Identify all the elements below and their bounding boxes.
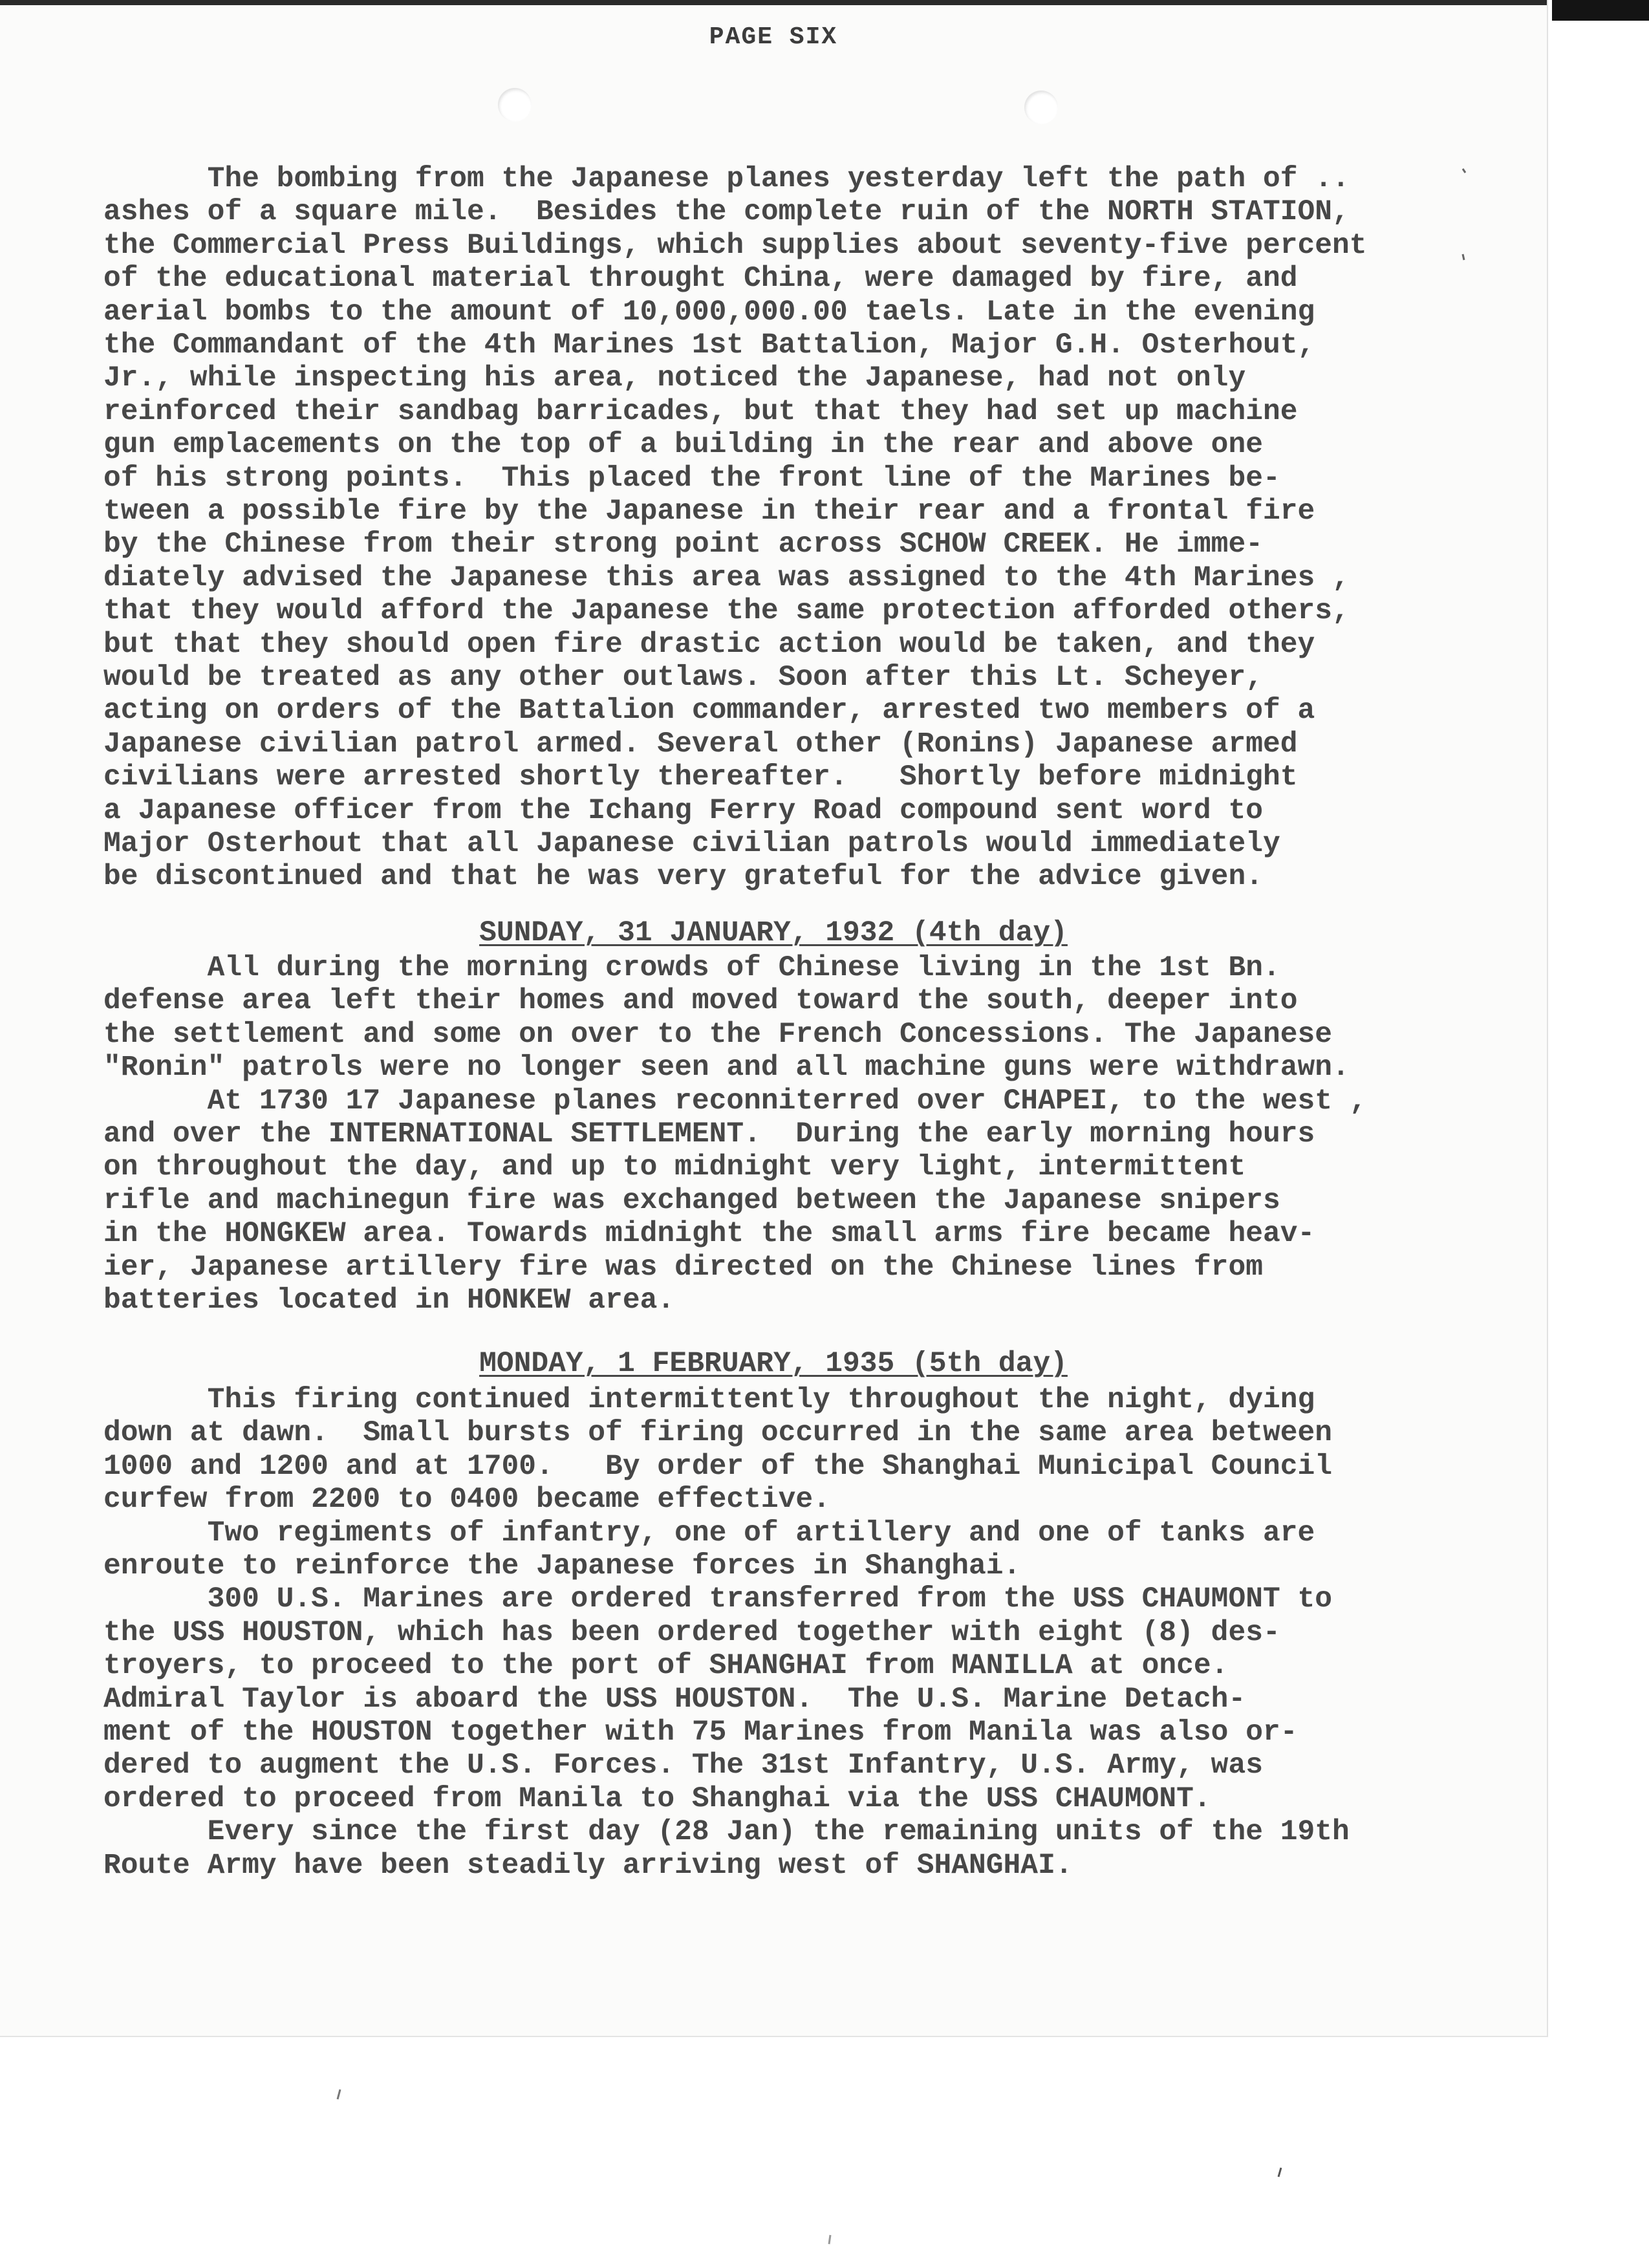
text-line: down at dawn. Small bursts of firing occurred in the same area between	[103, 1417, 1333, 1450]
text-line: reinforced their sandbag barricades, but that they had set up machine	[103, 395, 1298, 428]
text-line: The bombing from the Japanese planes yesterday left the path of ..	[103, 163, 1350, 195]
text-line: ier, Japanese artillery fire was directed on the Chinese lines from	[103, 1251, 1263, 1284]
text-line: Route Army have been steadily arriving west of SHANGHAI.	[103, 1849, 1073, 1882]
speck	[1463, 254, 1464, 260]
text-line: ment of the HOUSTON together with 75 Marines from Manila was also or-	[103, 1716, 1298, 1749]
text-line: the Commercial Press Buildings, which supplies about seventy-five percent	[103, 229, 1367, 262]
speck	[338, 2090, 340, 2099]
section-heading: SUNDAY, 31 JANUARY, 1932 (4th day)	[479, 917, 1068, 949]
text-line: would be treated as any other outlaws. Soon after this Lt. Scheyer,	[103, 662, 1263, 694]
text-line: ashes of a square mile. Besides the complete ruin of the NORTH STATION,	[103, 196, 1350, 229]
speck	[829, 2235, 830, 2244]
text-line: All during the morning crowds of Chinese living in the 1st Bn.	[103, 952, 1280, 984]
text-line: enroute to reinforce the Japanese forces in Shanghai.	[103, 1550, 1021, 1582]
text-line: Every since the first day (28 Jan) the remaining units of the 19th	[103, 1816, 1350, 1849]
text-line: that they would afford the Japanese the same protection afforded others,	[103, 595, 1350, 628]
text-line: on throughout the day, and up to midnight very light, intermittent	[103, 1151, 1246, 1184]
page-header: PAGE SIX	[709, 23, 838, 51]
text-line: the USS HOUSTON, which has been ordered together with eight (8) des-	[103, 1616, 1280, 1649]
text-line: but that they should open fire drastic action would be taken, and they	[103, 628, 1315, 661]
text-line: gun emplacements on the top of a building in the rear and above one	[103, 429, 1263, 462]
text-line: This firing continued intermittently throughout the night, dying	[103, 1384, 1315, 1416]
text-line: the settlement and some on over to the French Concessions. The Japanese	[103, 1018, 1333, 1051]
text-line: tween a possible fire by the Japanese in their rear and a frontal fire	[103, 495, 1315, 528]
text-line: Jr., while inspecting his area, noticed the Japanese, had not only	[103, 362, 1246, 395]
text-line: acting on orders of the Battalion commander, arrested two members of a	[103, 695, 1315, 728]
text-line: Japanese civilian patrol armed. Several other (Ronins) Japanese armed	[103, 728, 1298, 761]
text-line: by the Chinese from their strong point across SCHOW CREEK. He imme-	[103, 528, 1263, 561]
text-line: rifle and machinegun fire was exchanged between the Japanese snipers	[103, 1184, 1280, 1217]
text-line: Admiral Taylor is aboard the USS HOUSTON. The U.S. Marine Detach-	[103, 1683, 1246, 1716]
text-line: "Ronin" patrols were no longer seen and all machine guns were withdrawn.	[103, 1052, 1350, 1085]
text-line: civilians were arrested shortly thereafter. Shortly before midnight	[103, 761, 1298, 794]
text-line: diately advised the Japanese this area was assigned to the 4th Marines ,	[103, 561, 1350, 594]
text-line: 300 U.S. Marines are ordered transferred from the USS CHAUMONT to	[103, 1583, 1333, 1616]
speck	[1278, 2168, 1281, 2177]
text-line: ordered to proceed from Manila to Shanghai via the USS CHAUMONT.	[103, 1782, 1211, 1815]
section-heading: MONDAY, 1 FEBRUARY, 1935 (5th day)	[479, 1348, 1068, 1380]
text-line: be discontinued and that he was very grateful for the advice given.	[103, 861, 1263, 894]
text-line: in the HONGKEW area. Towards midnight the small arms fire became heav-	[103, 1218, 1315, 1251]
text-line: defense area left their homes and moved toward the south, deeper into	[103, 985, 1298, 1018]
speck	[1463, 169, 1465, 173]
text-line: 1000 and 1200 and at 1700. By order of the Shanghai Municipal Council	[103, 1450, 1333, 1483]
text-line: dered to augment the U.S. Forces. The 31st Infantry, U.S. Army, was	[103, 1749, 1263, 1782]
text-line: batteries located in HONKEW area.	[103, 1284, 675, 1317]
text-line: of his strong points. This placed the front line of the Marines be-	[103, 462, 1280, 495]
text-line: troyers, to proceed to the port of SHANGHAI from MANILLA at once.	[103, 1650, 1229, 1683]
text-line: aerial bombs to the amount of 10,000,000.00 taels. Late in the evening	[103, 296, 1315, 329]
text-line: At 1730 17 Japanese planes reconniterred over CHAPEI, to the west ,	[103, 1085, 1367, 1118]
text-line: and over the INTERNATIONAL SETTLEMENT. During the early morning hours	[103, 1118, 1315, 1150]
text-line: a Japanese officer from the Ichang Ferry Road compound sent word to	[103, 794, 1263, 827]
text-line: Two regiments of infantry, one of artillery and one of tanks are	[103, 1517, 1315, 1550]
text-line: the Commandant of the 4th Marines 1st Battalion, Major G.H. Osterhout,	[103, 329, 1315, 362]
text-line: curfew from 2200 to 0400 became effective.	[103, 1484, 830, 1517]
text-line: Major Osterhout that all Japanese civilian patrols would immediately	[103, 828, 1280, 860]
text-line: of the educational material throught China, were damaged by fire, and	[103, 263, 1298, 296]
